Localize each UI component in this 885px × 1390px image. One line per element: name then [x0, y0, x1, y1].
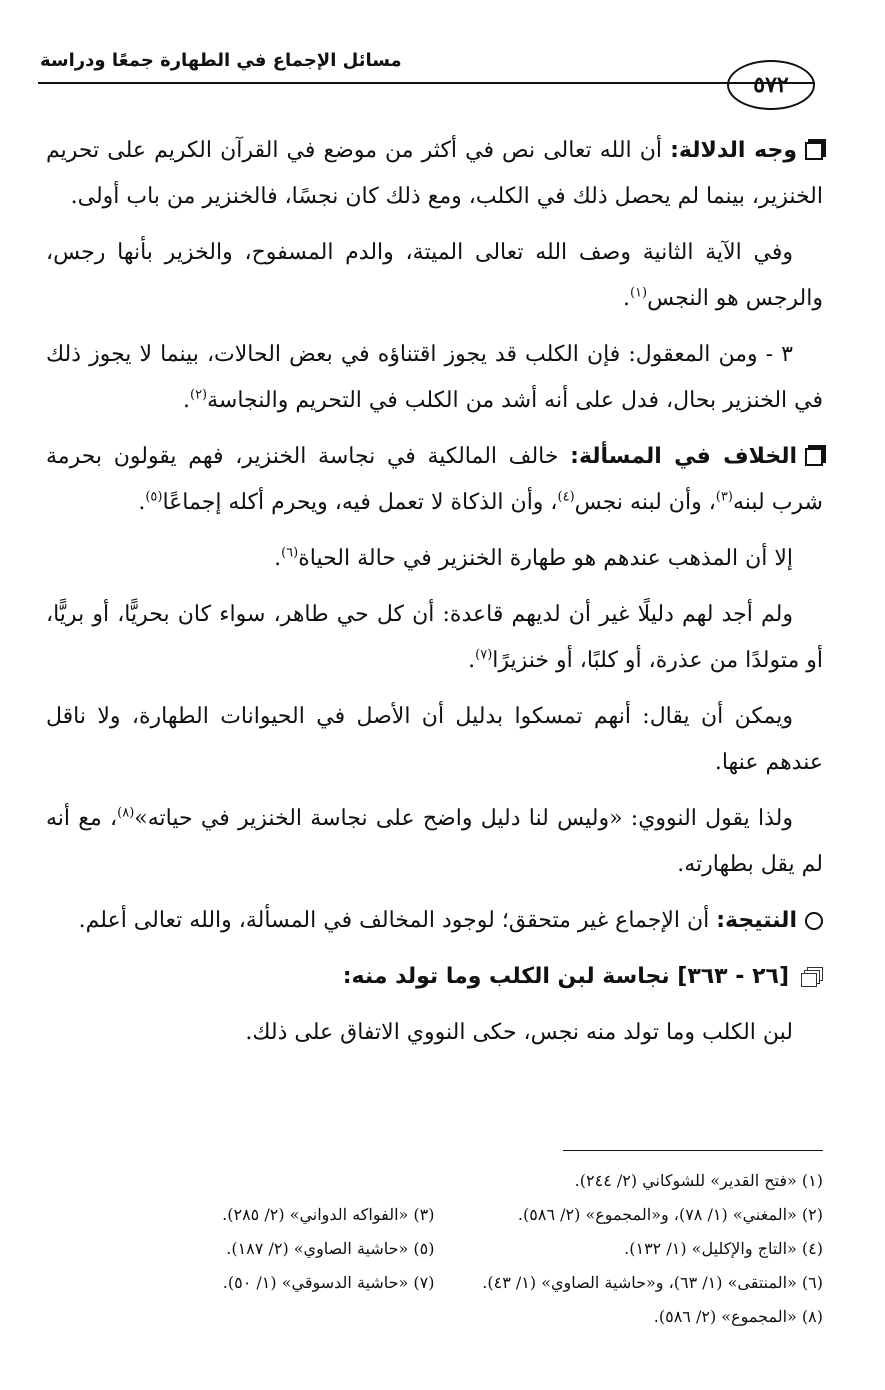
footnote-4: (٤) «التاج والإكليل» (١/ ١٣٢).: [624, 1239, 823, 1258]
section-heading-text: [٢٦ - ٣٦٣] نجاسة لبن الكلب وما تولد منه:: [342, 964, 789, 989]
footnote-ref-6: (٦): [281, 545, 299, 561]
footnote-row: [46, 1164, 823, 1198]
main-text: [46, 128, 823, 1066]
evidence-label: وجه الدلالة:: [670, 138, 798, 163]
disagreement-text-b: ، وأن لبنه نجس: [574, 490, 716, 515]
paragraph-rule: ولم أجد لهم دليلًا غير أن لديهم قاعدة: أن كل حي طاهر، سواء كان بحريًّا، أو بريًّا، أو متولدًا من عذرة، أو كلبًا، أو خنزيرًا$^{(٧)}$.: [46, 602, 823, 673]
footnotes: [46, 1164, 823, 1334]
paragraph-dog-milk: [46, 1010, 823, 1056]
second-verse-text: وفي الآية الثانية وصف الله تعالى الميتة، والدم المسفوح، والخزير بأنها رجس، والرجس هو النجس: [46, 240, 823, 311]
footnote-ref-3: (٣): [715, 489, 733, 505]
nawawi-text-b: ، مع أنه لم يقل بطهارته.: [46, 806, 823, 877]
nawawi-text-a: ولذا يقول النووي: «وليس لنا دليل واضح على نجاسة الخنزير في حياته»: [134, 806, 793, 831]
footnote-1: (١) «فتح القدير» للشوكاني (٢/ ٢٤٤).: [574, 1171, 823, 1190]
footnote-ref-1: (١): [629, 285, 648, 301]
footnote-2: (٢) «المغني» (١/ ٧٨)، و«المجموع» (٢/ ٥٨٦).: [517, 1205, 823, 1224]
page-number: ٥٧٢: [727, 60, 815, 110]
result-text: أن الإجماع غير متحقق؛ لوجود المخالف في المسألة، والله تعالى أعلم.: [78, 908, 717, 933]
paragraph-result: [46, 898, 823, 944]
dog-milk-text: لبن الكلب وما تولد منه نجس، حكى النووي الاتفاق على ذلك.: [245, 1020, 793, 1045]
footnote-separator: [563, 1150, 823, 1151]
footnote-5: (٥) «حاشية الصاوي» (٢/ ١٨٧).: [226, 1239, 435, 1258]
disagreement-text-a: خالف المالكية في نجاسة الخنزير، فهم يقولون بحرمة شرب لبنه: [46, 444, 823, 515]
paragraph-reason: ٣ - ومن المعقول: فإن الكلب قد يجوز اقتناؤه في بعض الحالات، بينما لا يجوز ذلك في الخنزير بحال، فدل على أنه أشد من الكلب في التحريم والنجاسة$^{(٢)}$.: [46, 342, 823, 413]
footnote-3: (٣) «الفواكه الدواني» (٢/ ٢٨٥).: [222, 1205, 435, 1224]
reason-text: ٣ - ومن المعقول: فإن الكلب قد يجوز اقتناؤه في بعض الحالات، بينما لا يجوز ذلك في الخنزير بحال، فدل على أنه أشد من الكلب في التحريم والنجاسة: [46, 342, 823, 413]
header-rule: [38, 82, 815, 84]
possible-answer-text: ويمكن أن يقال: أنهم تمسكوا بدليل أن الأصل في الحيوانات الطهارة، ولا ناقل عندهم عنها.: [46, 704, 823, 775]
paragraph-evidence: [46, 128, 823, 220]
paragraph-nawawi: [46, 796, 823, 888]
footnote-ref-4: (٤): [557, 489, 575, 505]
madhhab-text: إلا أن المذهب عندهم هو طهارة الخنزير في حالة الحياة: [298, 546, 793, 571]
square-bullet-icon: [805, 142, 823, 160]
footnote-ref-2: (٢): [189, 387, 208, 403]
section-heading: [46, 954, 823, 1000]
evidence-text: أن الله تعالى نص في أكثر من موضع في القرآن الكريم على تحريم الخنزير، بينما لم يحصل ذلك في الكلب، ومع ذلك كان نجسًا، فالخنزير من باب أولى.: [46, 138, 823, 209]
rule-text: ولم أجد لهم دليلًا غير أن لديهم قاعدة: أن كل حي طاهر، سواء كان بحريًّا، أو بريًّا، أو متولدًا من عذرة، أو كلبًا، أو خنزيرًا: [46, 602, 823, 673]
paragraph-second-verse: وفي الآية الثانية وصف الله تعالى الميتة، والدم المسفوح، والخزير بأنها رجس، والرجس هو النجس$^{(١)}$.: [46, 240, 823, 311]
disagreement-text-c: ، وأن الذكاة لا تعمل فيه، ويحرم أكله إجماعًا: [162, 490, 558, 515]
paragraph-possible-answer: [46, 694, 823, 786]
footnote-ref-5: (٥): [145, 489, 163, 505]
footnote-ref-8: (٨): [117, 805, 135, 821]
paragraph-disagreement: الخلاف في المسألة: خالف المالكية في نجاسة الخنزير، فهم يقولون بحرمة شرب لبنه$^{(٣)}$، وأن لبنه نجس$^{(٤)}$، وأن الذكاة لا تعمل فيه، ويحرم أكله إجماعًا$^{(٥)}$.: [46, 444, 823, 515]
footnote-8: (٨) «المجموع» (٢/ ٥٨٦).: [653, 1307, 823, 1326]
page-header: [0, 0, 885, 120]
footnote-row: [46, 1266, 823, 1300]
disagreement-label: الخلاف في المسألة:: [570, 444, 797, 469]
footnote-6: (٦) «المنتقى» (١/ ٦٣)، و«حاشية الصاوي» (١/ ٤٣).: [482, 1273, 823, 1292]
footnote-row: [46, 1232, 823, 1266]
running-title: مسائل الإجماع في الطهارة جمعًا ودراسة: [40, 50, 402, 71]
paragraph-madhhab: إلا أن المذهب عندهم هو طهارة الخنزير في حالة الحياة$^{(٦)}$.: [274, 545, 793, 571]
circle-bullet-icon: [805, 912, 823, 930]
documents-icon: [801, 967, 823, 987]
footnote-row: [46, 1198, 823, 1232]
result-label: النتيجة:: [716, 908, 797, 933]
footnote-row: [46, 1300, 823, 1334]
footnote-7: (٧) «حاشية الدسوقي» (١/ ٥٠).: [222, 1273, 435, 1292]
footnote-ref-7: (٧): [475, 647, 493, 663]
square-bullet-icon: [805, 448, 823, 466]
